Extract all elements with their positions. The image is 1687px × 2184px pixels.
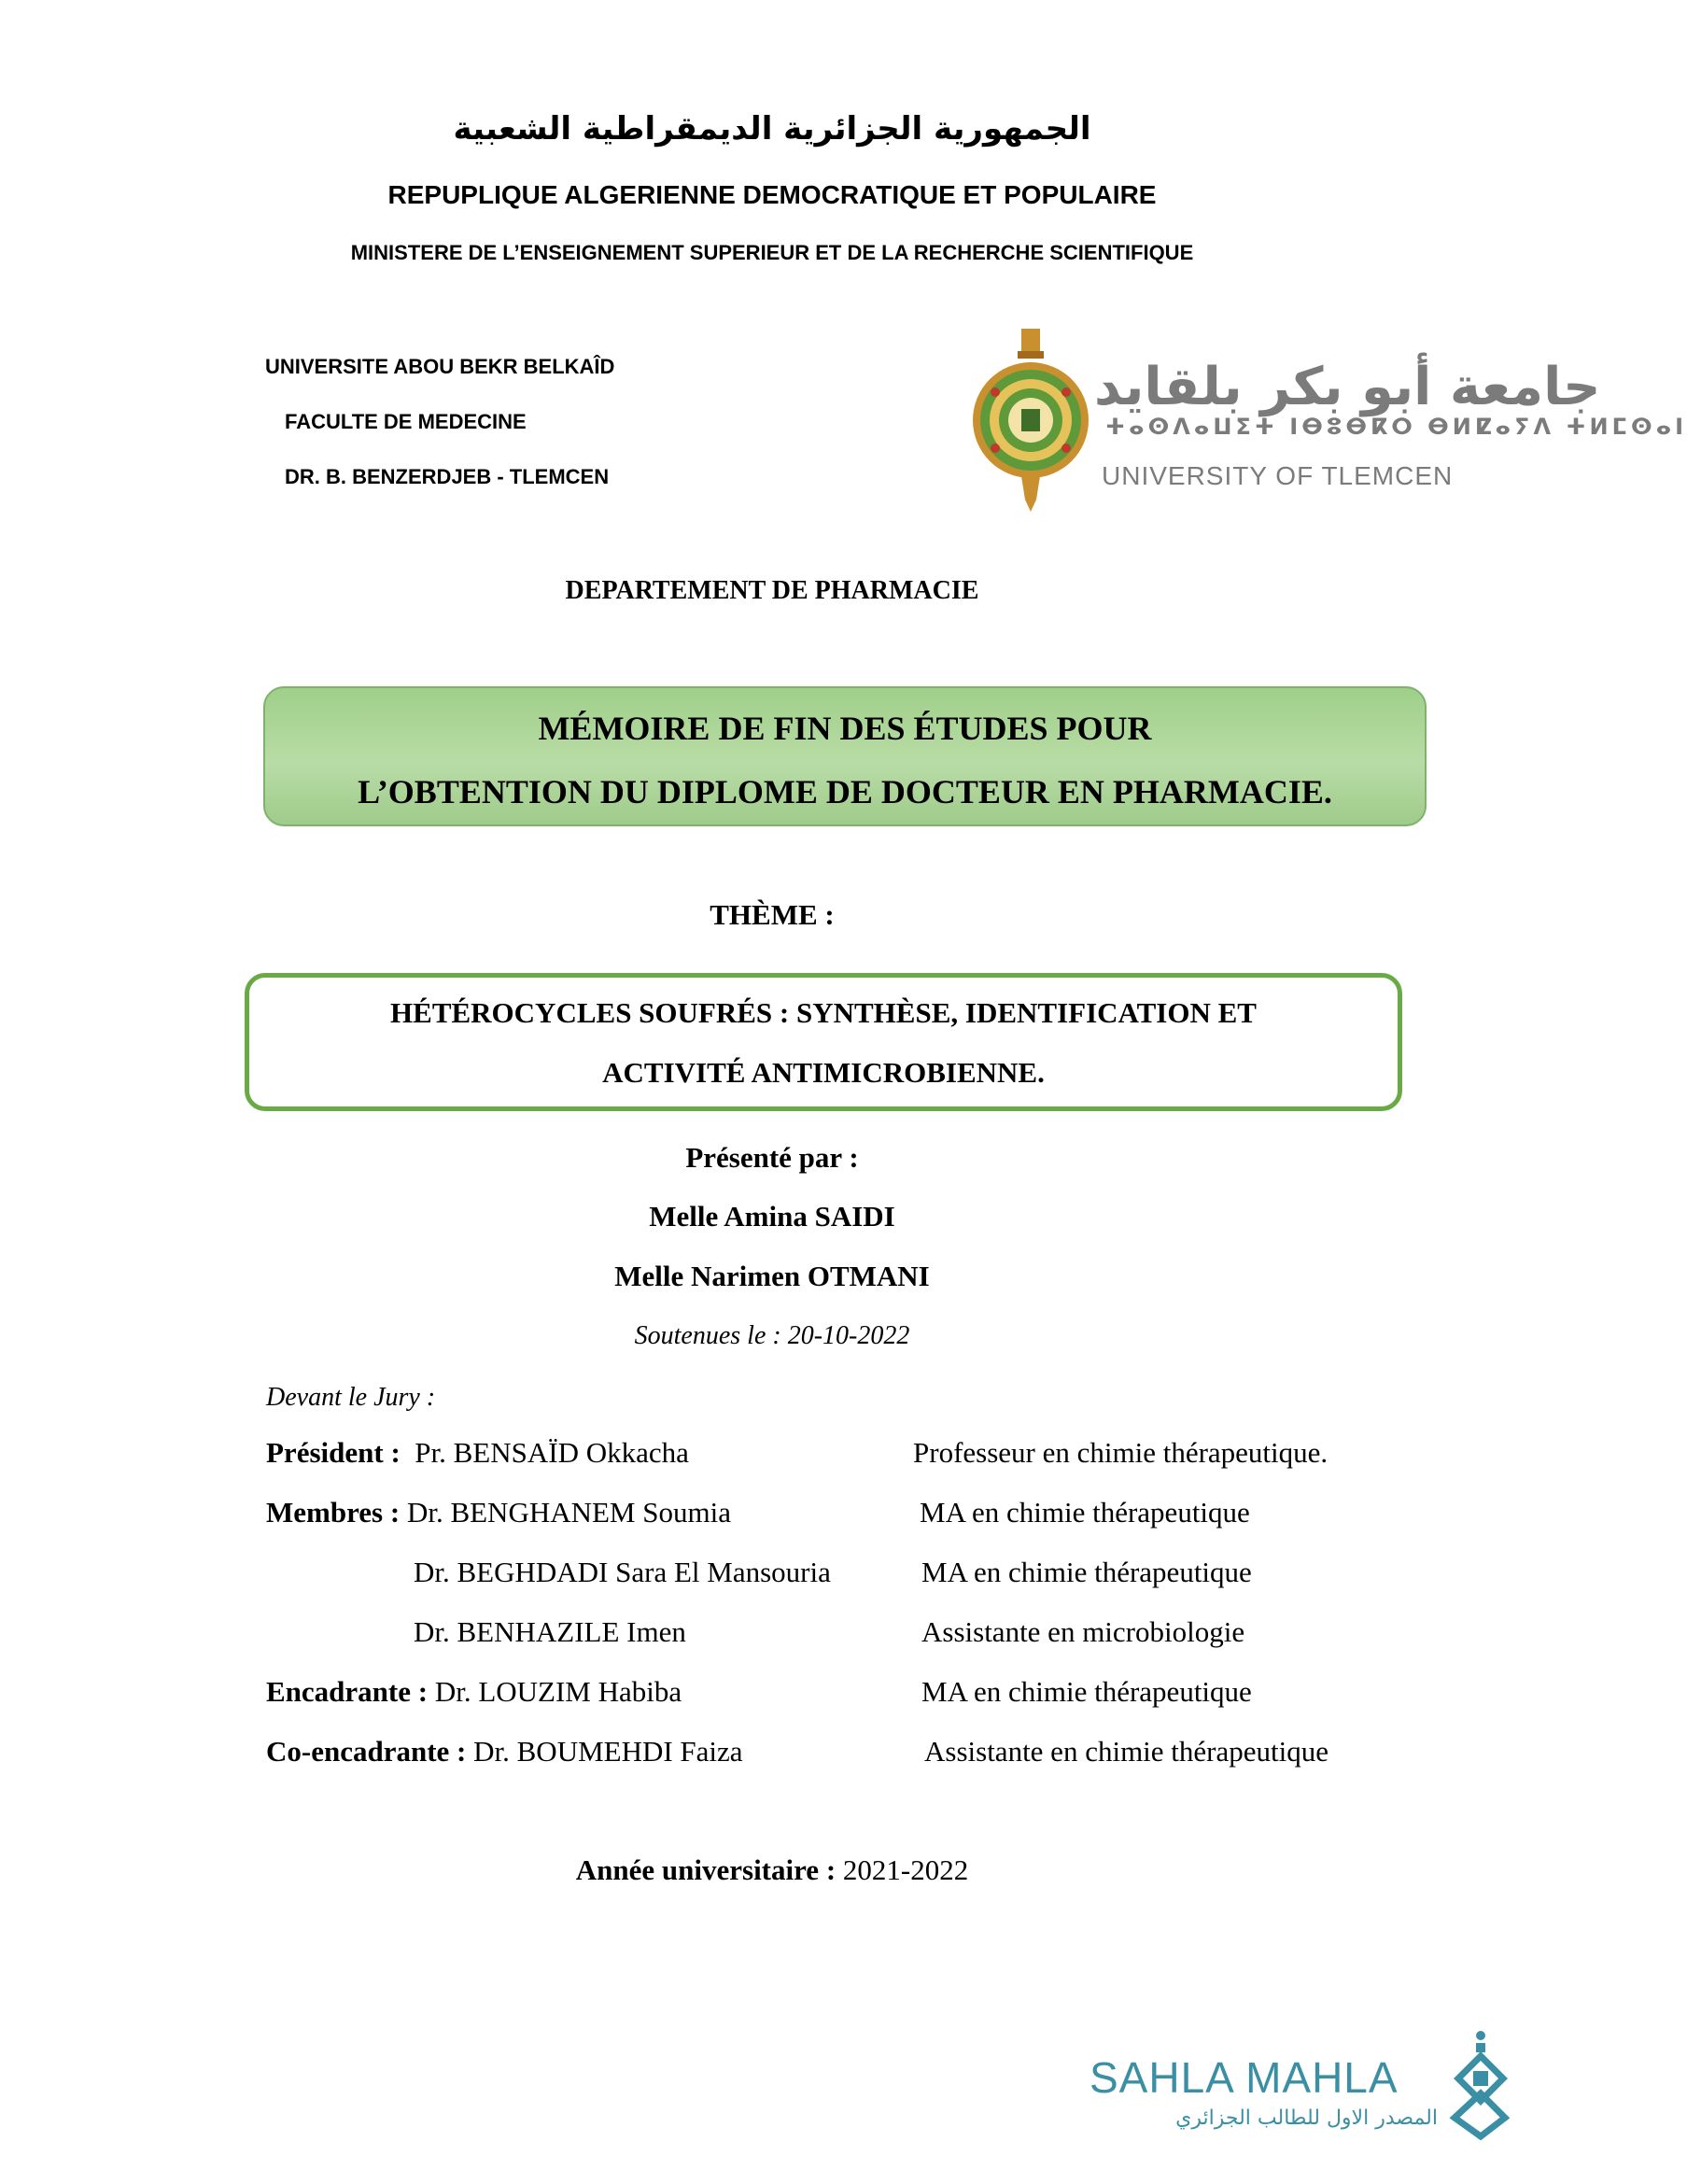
memoire-line-2: L’OBTENTION DU DIPLOME DE DOCTEUR EN PHARMACIE. xyxy=(358,773,1332,810)
jury-member-name: Dr. BENGHANEM Soumia xyxy=(406,1496,731,1529)
jury-member-name: Dr. LOUZIM Habiba xyxy=(434,1675,682,1708)
jury-member-title: Professeur en chimie thérapeutique. xyxy=(913,1436,1329,1469)
sahla-mahla-watermark: SAHLA MAHLA xyxy=(1090,2053,1399,2102)
university-seal-icon xyxy=(967,327,1094,514)
jury-member-title: MA en chimie thérapeutique xyxy=(920,1496,1250,1529)
jury-member-name: Dr. BEGHDADI Sara El Mansouria xyxy=(414,1556,831,1588)
theme-line-1: HÉTÉROCYCLES SOUFRÉS : SYNTHÈSE, IDENTIFICATION ET xyxy=(390,996,1257,1029)
logo-arabic-text: جامعة أبو بكر بلقايد xyxy=(1094,357,1601,417)
ministry-title: MINISTERE DE L’ENSEIGNEMENT SUPERIEUR ET DE LA RECHERCHE SCIENTIFIQUE xyxy=(350,241,1194,264)
sahla-mahla-logo-icon xyxy=(1445,2028,1511,2138)
academic-year-value: 2021-2022 xyxy=(842,1853,969,1886)
theme-line-2: ACTIVITÉ ANTIMICROBIENNE. xyxy=(602,1056,1045,1089)
jury-row xyxy=(266,1735,743,1768)
jury-member-name: Dr. BENHAZILE Imen xyxy=(414,1615,686,1648)
academic-year-label: Année universitaire : xyxy=(575,1853,836,1886)
memoire-line-1: MÉMOIRE DE FIN DES ÉTUDES POUR xyxy=(538,710,1152,747)
jury-row xyxy=(266,1675,682,1709)
jury-member-name: Dr. BOUMEHDI Faiza xyxy=(473,1735,743,1768)
academic-year xyxy=(0,1853,1544,1887)
jury-role: Membres : xyxy=(266,1496,401,1529)
jury-row xyxy=(266,1496,731,1529)
defense-date: Soutenues le : 20-10-2022 xyxy=(634,1321,910,1350)
faculty-name: FACULTE DE MEDECINE xyxy=(285,410,527,433)
logo-tifinagh-text: ⵜⴰⵙⴷⴰⵡⵉⵜ ⵏⴱⵓⴱⴽⵔ ⴱⵍⵇⴰⵢⴷ ⵜⵍⵎⵙⴰⵏ xyxy=(1105,414,1687,440)
jury-role: Co-encadrante : xyxy=(266,1735,467,1768)
department-title: DEPARTEMENT DE PHARMACIE xyxy=(565,576,979,605)
university-name: UNIVERSITE ABOU BEKR BELKAÎD xyxy=(265,355,615,378)
jury-member-title: Assistante en chimie thérapeutique xyxy=(924,1735,1329,1768)
theme-label: THÈME : xyxy=(710,898,835,931)
logo-english-text: UNIVERSITY OF TLEMCEN xyxy=(1102,461,1454,490)
theme-box xyxy=(245,973,1402,1111)
arabic-republic-title: الجمهورية الجزائرية الديمقراطية الشعبية xyxy=(453,110,1091,148)
sahla-mahla-tagline: المصدر الاول للطالب الجزائري xyxy=(1175,2107,1438,2130)
jury-member-name: Pr. BENSAÏD Okkacha xyxy=(415,1436,689,1469)
republic-title: REPUPLIQUE ALGERIENNE DEMOCRATIQUE ET POPULAIRE xyxy=(387,180,1157,209)
jury-role: Président : xyxy=(266,1436,401,1469)
author-name: Melle Amina SAIDI xyxy=(649,1200,895,1233)
faculty-location: DR. B. BENZERDJEB - TLEMCEN xyxy=(285,465,610,488)
jury-member-title: MA en chimie thérapeutique xyxy=(921,1556,1252,1588)
author-name: Melle Narimen OTMANI xyxy=(614,1260,930,1292)
jury-label: Devant le Jury : xyxy=(266,1383,436,1412)
presented-by-label: Présenté par : xyxy=(685,1141,859,1174)
jury-role: Encadrante : xyxy=(266,1675,429,1708)
memoire-title-box xyxy=(263,686,1427,826)
jury-member-title: MA en chimie thérapeutique xyxy=(921,1675,1252,1708)
jury-row xyxy=(266,1436,689,1470)
jury-member-title: Assistante en microbiologie xyxy=(921,1615,1245,1648)
